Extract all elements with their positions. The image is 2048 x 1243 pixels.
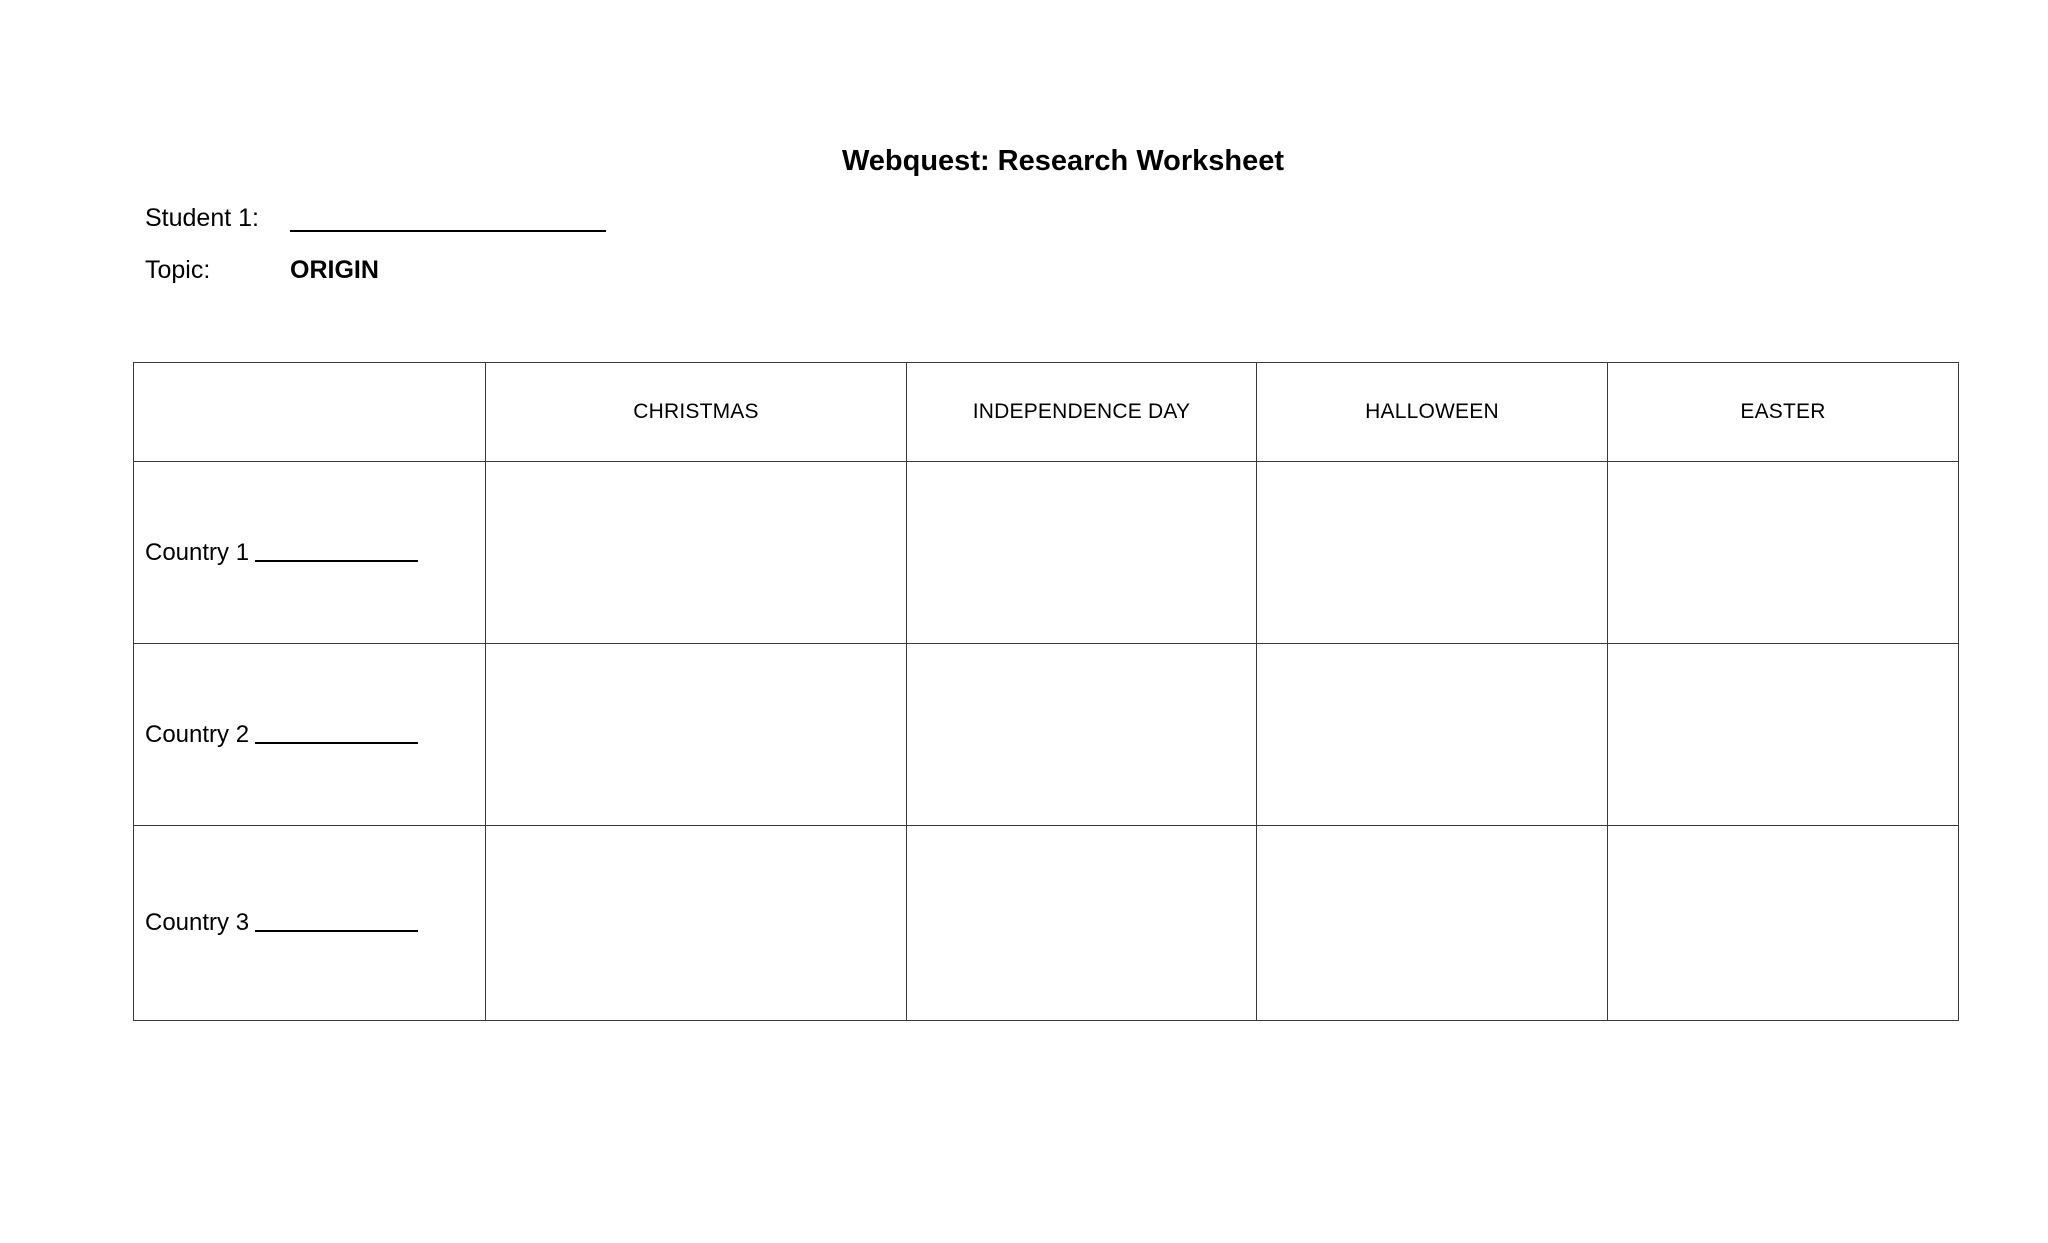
page-title: Webquest: Research Worksheet xyxy=(841,145,1285,177)
row-label-country-1 xyxy=(134,462,486,644)
row-label-country-2 xyxy=(134,644,486,826)
table-cell[interactable] xyxy=(907,826,1257,1021)
table-corner-cell xyxy=(134,363,486,462)
table-cell[interactable] xyxy=(1608,826,1959,1021)
row-label-text: Country 1 xyxy=(145,538,250,566)
column-header-christmas: CHRISTMAS xyxy=(486,363,907,462)
column-header-easter: EASTER xyxy=(1608,363,1959,462)
row-label-text: Country 2 xyxy=(145,720,250,748)
table-row xyxy=(134,644,1959,826)
table-cell[interactable] xyxy=(1608,462,1959,644)
student-blank-line xyxy=(290,230,606,232)
column-header-independence-day: INDEPENDENCE DAY xyxy=(907,363,1257,462)
row-label-text: Country 3 xyxy=(145,909,250,936)
table-cell[interactable] xyxy=(1608,644,1959,826)
topic-label: Topic: xyxy=(145,256,211,284)
student-label: Student 1: xyxy=(145,204,259,232)
table-cell[interactable] xyxy=(907,644,1257,826)
table-cell[interactable] xyxy=(1257,462,1608,644)
table-row xyxy=(134,462,1959,644)
table-cell[interactable] xyxy=(486,826,907,1021)
table-header-row xyxy=(134,363,1959,462)
table-cell[interactable] xyxy=(1257,826,1608,1021)
table-cell[interactable] xyxy=(1257,644,1608,826)
country-blank-line[interactable] xyxy=(255,930,418,932)
table-row xyxy=(134,826,1959,1021)
row-label-country-3 xyxy=(134,826,486,1021)
table-cell[interactable] xyxy=(486,644,907,826)
topic-value: ORIGIN xyxy=(290,256,379,284)
country-blank-line[interactable] xyxy=(255,560,418,562)
column-header-halloween: HALLOWEEN xyxy=(1257,363,1608,462)
country-blank-line[interactable] xyxy=(255,742,418,744)
research-table xyxy=(133,362,1959,1021)
table-cell[interactable] xyxy=(486,462,907,644)
table-cell[interactable] xyxy=(907,462,1257,644)
